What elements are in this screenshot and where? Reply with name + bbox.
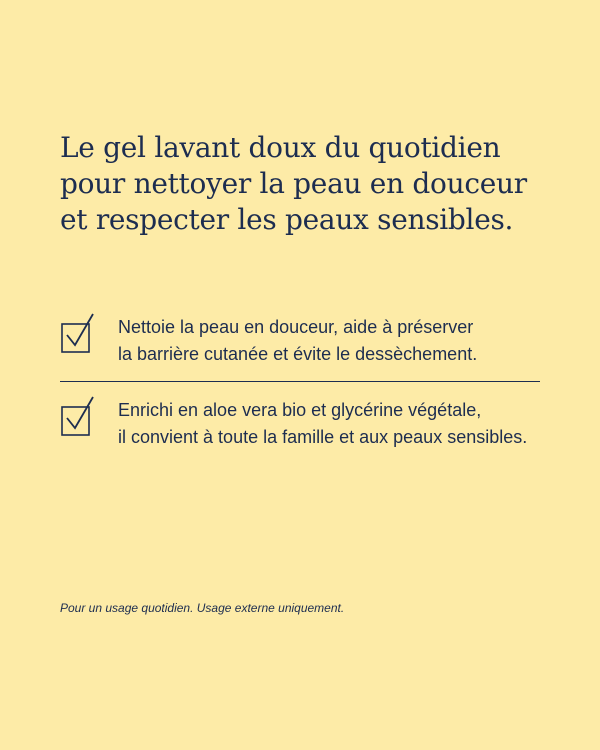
headline-line: pour nettoyer la peau en douceur <box>60 167 527 200</box>
footnote: Pour un usage quotidien. Usage externe uniquement. <box>60 601 345 615</box>
headline <box>60 130 560 238</box>
benefit-item <box>60 395 540 451</box>
benefit-line: Enrichi en aloe vera bio et glycérine végétale, <box>118 400 482 420</box>
benefit-text <box>118 314 477 368</box>
divider <box>60 381 540 382</box>
headline-line: Le gel lavant doux du quotidien <box>60 131 501 164</box>
benefit-line: la barrière cutanée et évite le dessèchement. <box>118 344 478 364</box>
checkbox-checked-icon <box>60 312 96 354</box>
benefit-item <box>60 312 540 368</box>
benefit-list <box>60 312 540 451</box>
benefit-text <box>118 397 527 451</box>
checkbox-checked-icon <box>60 395 96 437</box>
benefit-line: Nettoie la peau en douceur, aide à préserver <box>118 317 474 337</box>
headline-line: et respecter les peaux sensibles. <box>60 203 514 236</box>
benefit-line: il convient à toute la famille et aux peaux sensibles. <box>118 427 528 447</box>
